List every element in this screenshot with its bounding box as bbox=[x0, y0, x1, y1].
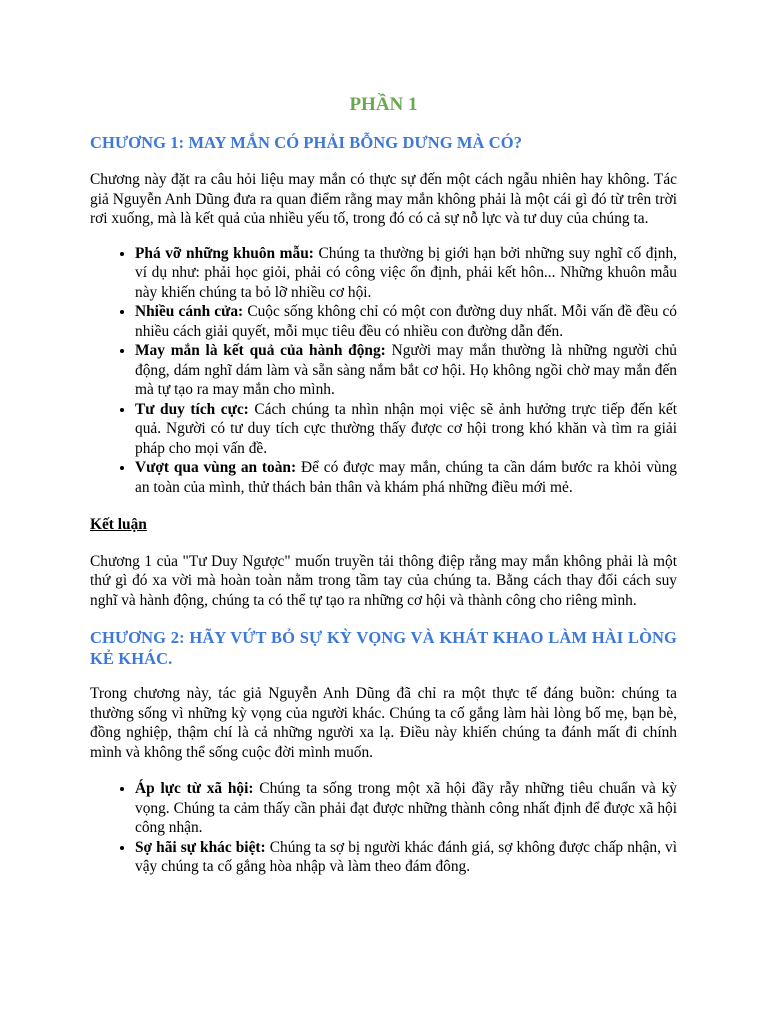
bullet-term: Tư duy tích cực: bbox=[135, 400, 249, 418]
bullet-text: Chúng ta thường bị giới hạn bởi những suy nghĩ cố định, ví dụ như: phải học giỏi, phải có công việc ổn định, phải kết hôn... Những khuôn mẫu này khiến chúng ta bỏ lỡ nhiều cơ hội. bbox=[135, 244, 677, 301]
list-item bbox=[135, 302, 677, 341]
chapter-2-title: CHƯƠNG 2: HÃY VỨT BỎ SỰ KỲ VỌNG VÀ KHÁT KHAO LÀM HÀI LÒNG KẺ KHÁC. bbox=[90, 628, 677, 668]
bullet-text: Cách chúng ta nhìn nhận mọi việc sẽ ảnh hưởng trực tiếp đến kết quả. Người có tư duy tích cực thường thấy được cơ hội trong khó khăn và tìm ra giải pháp cho mọi vấn đề. bbox=[135, 400, 677, 457]
conclusion-heading: Kết luận bbox=[90, 516, 147, 533]
bullet-text: Chúng ta sợ bị người khác đánh giá, sợ không được chấp nhận, vì vậy chúng ta cố gắng hòa nhập và làm theo đám đông. bbox=[135, 838, 677, 875]
list-item bbox=[135, 779, 677, 838]
chapter-2-bullet-list bbox=[90, 779, 677, 877]
bullet-term: Sợ hãi sự khác biệt: bbox=[135, 838, 266, 856]
chapter-1-title: CHƯƠNG 1: MAY MẮN CÓ PHẢI BỖNG DƯNG MÀ CÓ? bbox=[90, 133, 523, 152]
bullet-term: Nhiều cánh cửa: bbox=[135, 303, 244, 320]
chapter-1-bullet-list bbox=[90, 244, 677, 498]
bullet-term: Phá vỡ những khuôn mẫu: bbox=[135, 244, 314, 262]
bullet-term: May mắn là kết quả của hành động: bbox=[135, 342, 386, 359]
list-item bbox=[135, 458, 677, 497]
list-item bbox=[135, 838, 677, 877]
bullet-text: Chúng ta sống trong một xã hội đầy rẫy những tiêu chuẩn và kỳ vọng. Chúng ta cảm thấy cần phải đạt được những thành công nhất định để được xã hội công nhận. bbox=[135, 780, 677, 836]
bullet-term: Áp lực từ xã hội: bbox=[135, 780, 254, 797]
document-page bbox=[90, 92, 677, 877]
list-item bbox=[135, 400, 677, 459]
bullet-term: Vượt qua vùng an toàn: bbox=[135, 459, 297, 476]
list-item bbox=[135, 244, 677, 303]
chapter-1-conclusion: Chương 1 của "Tư Duy Ngược" muốn truyền tải thông điệp rằng may mắn không phải là một thứ gì đó xa vời mà hoàn toàn nằm trong tầm tay của chúng ta. Bằng cách thay đổi cách suy nghĩ và hành động, chúng ta có thể tự tạo ra những cơ hội và thành công cho riêng mình. bbox=[90, 552, 677, 609]
bullet-text: Cuộc sống không chỉ có một con đường duy nhất. Mỗi vấn đề đều có nhiều cách giải quyết, mỗi mục tiêu đều có nhiều con đường dẫn đến. bbox=[135, 303, 677, 340]
chapter-2-intro: Trong chương này, tác giả Nguyễn Anh Dũng đã chỉ ra một thực tế đáng buồn: chúng ta thường sống vì những kỳ vọng của người khác. Chúng ta cố gắng làm hài lòng bố mẹ, bạn bè, đồng nghiệp, thậm chí là cả những người xa lạ. Điều này khiến chúng ta đánh mất đi chính mình và không thể sống cuộc đời mình muốn. bbox=[90, 685, 677, 761]
bullet-text: Người may mắn thường là những người chủ động, dám nghĩ dám làm và sẵn sàng nắm bắt cơ hội. Họ không ngồi chờ may mắn đến mà tự tạo ra may mắn cho mình. bbox=[135, 342, 677, 398]
part-title: PHẦN 1 bbox=[349, 94, 418, 115]
chapter-1-intro: Chương này đặt ra câu hỏi liệu may mắn có thực sự đến một cách ngẫu nhiên hay không. Tác giả Nguyễn Anh Dũng đưa ra quan điểm rằng may mắn không phải là một cái gì đó từ trên trời rơi xuống, mà là kết quả của nhiều yếu tố, trong đó có cả sự nỗ lực và tư duy của chúng ta. bbox=[90, 171, 677, 227]
bullet-text: Để có được may mắn, chúng ta cần dám bước ra khỏi vùng an toàn của mình, thử thách bản thân và khám phá những điều mới mẻ. bbox=[135, 459, 677, 496]
list-item bbox=[135, 341, 677, 400]
